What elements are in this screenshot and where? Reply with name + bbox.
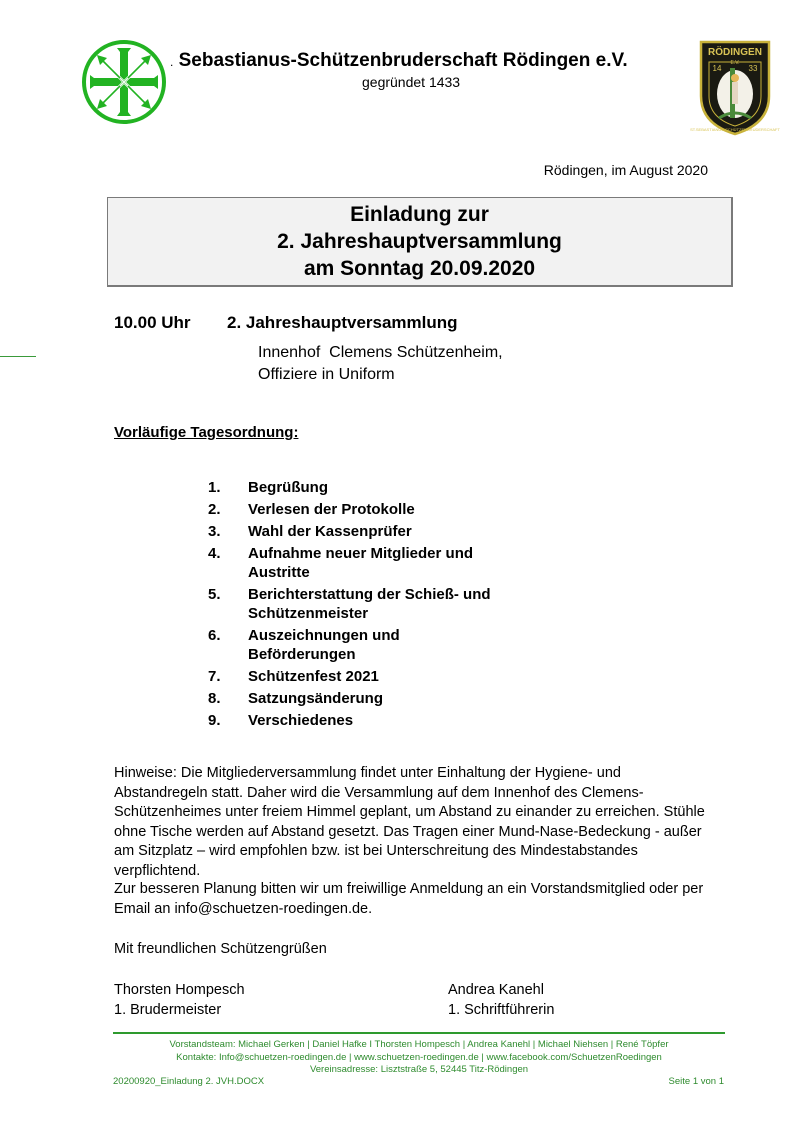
signatory-name: Thorsten Hompesch: [114, 982, 245, 998]
agenda-item: [208, 711, 528, 730]
agenda-text: Satzungsänderung: [248, 690, 384, 707]
agenda-text: Wahl der Kassenprüfer: [248, 523, 412, 540]
invitation-title-box: [107, 197, 733, 287]
footer-address: Vereinsadresse: Lisztstraße 5, 52445 Titz-Rödingen: [309, 1064, 529, 1075]
org-prefix: .: [170, 55, 174, 69]
badge-top-text: RÖDINGEN: [708, 47, 762, 58]
agenda-number: 2.: [208, 501, 221, 518]
location-line-1: Innenhof Clemens Schützenheim,: [258, 344, 503, 361]
date-line: Rödingen, im August 2020: [543, 162, 708, 178]
notice-paragraph: Hinweise: Die Mitgliederversammlung findet unter Einhaltung der Hygiene- und Abstandregeln statt. Daher wird die Versammlung auf dem Innenhof des Clemens-Schützenheimes unter freiem Himmel geplant, um Abstand zu einander zu erreichen. Stühle ohne Tische werden auf Abstand gesetzt. Das Tragen einer Mund-Nase-Bedeckung - außer am Sitzplatz – wird empfohlen bzw. ist bei Unterschreitung des Mindestabstandes verpflichtend.: [114, 765, 705, 879]
planning-paragraph: Zur besseren Planung bitten wir um freiwillige Anmeldung an ein Vorstandsmitglied oder per Email an info@schuetzen-roedingen.de.: [114, 881, 704, 917]
agenda-text: Verlesen der Protokolle: [248, 501, 415, 518]
agenda-text: Verschiedenes: [248, 712, 354, 729]
footer: [113, 1039, 725, 1077]
agenda-number: 6.: [208, 627, 221, 644]
signature-right: [448, 981, 554, 1020]
agenda-item: [208, 667, 528, 686]
margin-mark-line: [0, 356, 36, 357]
event-title: 2. Jahreshauptversammlung: [227, 313, 458, 332]
agenda-number: 9.: [208, 712, 221, 729]
founded-line: gegründet 1433: [362, 74, 461, 90]
agenda-text: Schützenfest 2021: [248, 668, 379, 685]
agenda-item: [208, 585, 528, 623]
signatory-role: 1. Brudermeister: [114, 1001, 222, 1018]
footer-divider: [113, 1032, 725, 1034]
agenda-item: [208, 522, 528, 541]
badge-ring-text: ST.SEBASTIANUS-SCHÜTZENBRUDERSCHAFT: [690, 127, 780, 132]
cross-arrows-icon: [80, 38, 168, 126]
title-line-3: am Sonntag 20.09.2020: [303, 257, 536, 280]
badge-year-left: 14: [712, 64, 722, 73]
agenda-text: Begrüßung: [248, 479, 328, 496]
closing-greeting: Mit freundlichen Schützengrüßen: [114, 941, 327, 957]
club-badge-logo: [690, 38, 780, 136]
footer-page-number: Seite 1 von 1: [668, 1076, 724, 1087]
agenda-number: 3.: [208, 523, 221, 540]
agenda-item: [208, 478, 528, 497]
agenda-item: [208, 500, 528, 519]
event-location: [258, 342, 503, 386]
agenda-number: 1.: [208, 479, 221, 496]
agenda-number: 4.: [208, 545, 221, 562]
agenda-item: [208, 544, 528, 582]
shield-badge-icon: [690, 38, 780, 136]
agenda-item: [208, 626, 528, 664]
badge-year-right: 33: [748, 64, 758, 73]
title-line-1: Einladung zur: [350, 203, 489, 226]
signatory-name: Andrea Kanehl: [448, 982, 544, 998]
signature-left: [114, 981, 245, 1020]
title-line-2: 2. Jahreshauptversammlung: [277, 230, 562, 253]
agenda-number: 7.: [208, 668, 221, 685]
agenda-number: 5.: [208, 586, 221, 603]
agenda-heading: Vorläufige Tagesordnung:: [114, 424, 299, 441]
badge-letters: E.V.: [730, 60, 740, 66]
org-name-text: Sebastianus-Schützenbruderschaft Rödingen e.V.: [178, 50, 628, 71]
agenda-item: [208, 689, 528, 708]
footer-file-name: 20200920_Einladung 2. JVH.DOCX: [113, 1076, 265, 1087]
agenda-list: [208, 478, 528, 733]
footer-board: Vorstandsteam: Michael Gerken | Daniel Hafke I Thorsten Hompesch | Andrea Kanehl | Michael Niehsen | René Töpfer: [169, 1039, 669, 1050]
footer-contacts: Kontakte: Info@schuetzen-roedingen.de | www.schuetzen-roedingen.de | www.facebook.com/SchuetzenRoedingen: [176, 1051, 662, 1063]
organization-name: [170, 50, 700, 72]
agenda-text: Aufnahme neuer Mitglieder und Austritte: [248, 545, 474, 581]
agenda-text: Auszeichnungen und Beförderungen: [248, 627, 400, 663]
agenda-text: Berichterstattung der Schieß- und Schützenmeister: [248, 586, 491, 622]
club-emblem-logo: [80, 38, 168, 126]
location-line-2: Offiziere in Uniform: [258, 366, 395, 383]
event-time: 10.00 Uhr: [114, 313, 191, 332]
agenda-number: 8.: [208, 690, 221, 707]
signatory-role: 1. Schriftführerin: [448, 1001, 555, 1018]
